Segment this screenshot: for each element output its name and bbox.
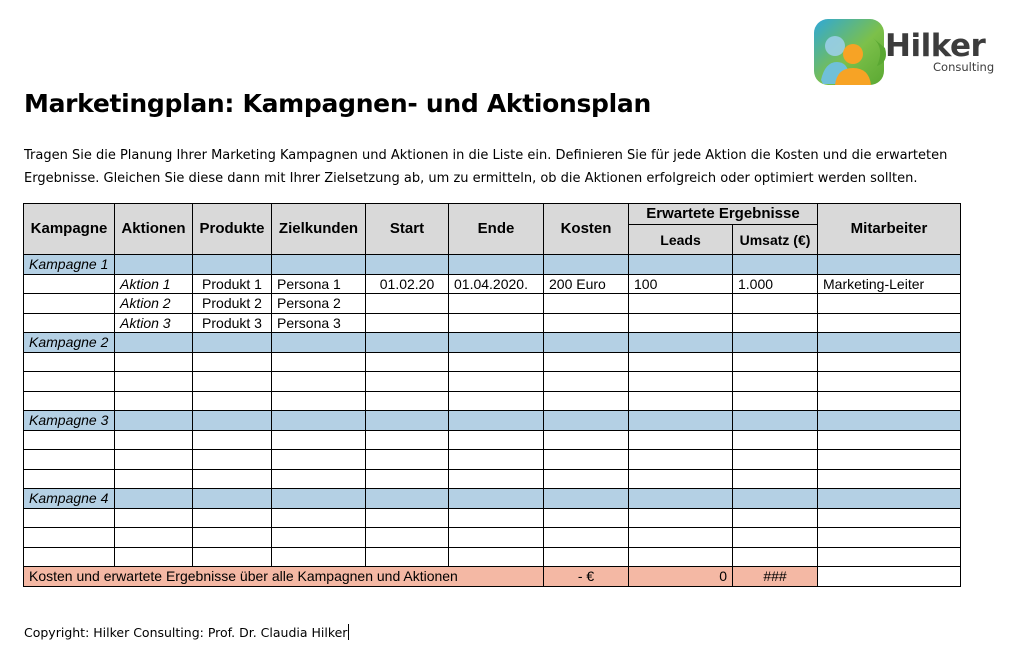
cell-kosten[interactable] <box>544 372 629 392</box>
cell-ende[interactable] <box>449 352 544 372</box>
cell-ende[interactable] <box>449 372 544 392</box>
campaign-cell[interactable] <box>366 411 449 431</box>
cell-umsatz[interactable] <box>733 372 818 392</box>
cell-kosten[interactable] <box>544 391 629 411</box>
cell-kampagne[interactable] <box>24 372 115 392</box>
campaign-row <box>24 489 961 509</box>
cell-produkt[interactable] <box>193 528 272 548</box>
cell-umsatz[interactable]: 1.000 <box>733 274 818 294</box>
cell-umsatz[interactable] <box>733 450 818 470</box>
cell-start[interactable] <box>366 313 449 333</box>
campaign-name[interactable]: Kampagne 1 <box>24 255 115 275</box>
cell-kosten[interactable] <box>544 508 629 528</box>
cell-kampagne[interactable] <box>24 430 115 450</box>
copyright-text: Copyright: Hilker Consulting: Prof. Dr. Claudia Hilker <box>24 625 348 640</box>
cell-kampagne[interactable] <box>24 352 115 372</box>
cell-produkt[interactable]: Produkt 3 <box>193 313 272 333</box>
cell-zielkunde[interactable] <box>272 430 366 450</box>
cell-mitarbeiter[interactable] <box>818 430 961 450</box>
cell-kampagne[interactable] <box>24 547 115 567</box>
page-title: Marketingplan: Kampagnen- und Aktionsplan <box>24 89 651 118</box>
cell-leads[interactable] <box>629 391 733 411</box>
header-start[interactable]: Start <box>366 204 449 255</box>
cell-ende[interactable] <box>449 547 544 567</box>
cell-produkt[interactable] <box>193 352 272 372</box>
campaign-cell[interactable] <box>629 255 733 275</box>
cell-leads[interactable] <box>629 313 733 333</box>
campaign-cell[interactable] <box>733 489 818 509</box>
cell-leads[interactable] <box>629 430 733 450</box>
cell-leads[interactable] <box>629 294 733 314</box>
action-row <box>24 528 961 548</box>
cell-start[interactable] <box>366 469 449 489</box>
cell-zielkunde[interactable] <box>272 547 366 567</box>
cell-kosten[interactable]: 200 Euro <box>544 274 629 294</box>
cell-aktion[interactable] <box>115 508 193 528</box>
cell-kosten[interactable] <box>544 528 629 548</box>
cell-kampagne[interactable] <box>24 294 115 314</box>
cell-kosten[interactable] <box>544 547 629 567</box>
cell-aktion[interactable]: Aktion 1 <box>115 274 193 294</box>
cell-zielkunde[interactable] <box>272 352 366 372</box>
cell-produkt[interactable] <box>193 547 272 567</box>
cell-aktion[interactable] <box>115 372 193 392</box>
campaign-cell[interactable] <box>193 489 272 509</box>
cell-umsatz[interactable] <box>733 313 818 333</box>
cell-aktion[interactable] <box>115 352 193 372</box>
cell-start[interactable]: 01.02.20 <box>366 274 449 294</box>
copyright <box>24 624 349 640</box>
cell-mitarbeiter[interactable] <box>818 469 961 489</box>
campaign-cell[interactable] <box>544 255 629 275</box>
campaign-cell[interactable] <box>544 489 629 509</box>
cell-ende[interactable]: 01.04.2020. <box>449 274 544 294</box>
cell-mitarbeiter[interactable] <box>818 313 961 333</box>
cell-zielkunde[interactable] <box>272 508 366 528</box>
campaign-row <box>24 411 961 431</box>
cell-leads[interactable] <box>629 508 733 528</box>
campaign-cell[interactable] <box>818 333 961 353</box>
action-row <box>24 294 961 314</box>
campaign-cell[interactable] <box>449 411 544 431</box>
plan-body <box>24 255 961 587</box>
action-row <box>24 469 961 489</box>
cell-mitarbeiter[interactable] <box>818 372 961 392</box>
cell-kosten[interactable] <box>544 313 629 333</box>
campaign-cell[interactable] <box>449 255 544 275</box>
cell-aktion[interactable] <box>115 528 193 548</box>
cell-start[interactable] <box>366 547 449 567</box>
campaign-cell[interactable] <box>366 255 449 275</box>
action-row <box>24 391 961 411</box>
cell-start[interactable] <box>366 372 449 392</box>
campaign-name[interactable]: Kampagne 2 <box>24 333 115 353</box>
cell-kosten[interactable] <box>544 430 629 450</box>
cell-umsatz[interactable] <box>733 528 818 548</box>
campaign-cell[interactable] <box>115 411 193 431</box>
cell-ende[interactable] <box>449 450 544 470</box>
cell-start[interactable] <box>366 430 449 450</box>
campaign-cell[interactable] <box>366 333 449 353</box>
campaign-cell[interactable] <box>733 255 818 275</box>
cell-kampagne[interactable] <box>24 450 115 470</box>
campaign-cell[interactable] <box>272 411 366 431</box>
action-row <box>24 547 961 567</box>
cell-produkt[interactable] <box>193 391 272 411</box>
cell-zielkunde[interactable] <box>272 528 366 548</box>
logo-emblem-icon <box>813 18 887 88</box>
cell-ende[interactable] <box>449 313 544 333</box>
campaign-cell[interactable] <box>818 489 961 509</box>
cell-leads[interactable]: 100 <box>629 274 733 294</box>
campaign-cell[interactable] <box>193 255 272 275</box>
campaign-cell[interactable] <box>629 333 733 353</box>
cell-leads[interactable] <box>629 450 733 470</box>
cell-aktion[interactable] <box>115 430 193 450</box>
cell-kampagne[interactable] <box>24 391 115 411</box>
hilker-logo <box>813 18 1003 88</box>
campaign-cell[interactable] <box>115 255 193 275</box>
cell-kampagne[interactable] <box>24 313 115 333</box>
cell-ende[interactable] <box>449 391 544 411</box>
cell-mitarbeiter[interactable] <box>818 294 961 314</box>
cell-ende[interactable] <box>449 469 544 489</box>
header-zielkunden[interactable]: Zielkunden <box>272 204 366 255</box>
cell-umsatz[interactable] <box>733 508 818 528</box>
cell-aktion[interactable] <box>115 450 193 470</box>
action-row <box>24 430 961 450</box>
cell-aktion[interactable] <box>115 547 193 567</box>
campaign-name[interactable]: Kampagne 3 <box>24 411 115 431</box>
campaign-cell[interactable] <box>544 411 629 431</box>
cell-kosten[interactable] <box>544 294 629 314</box>
cell-aktion[interactable]: Aktion 3 <box>115 313 193 333</box>
header-erwartete-ergebnisse[interactable]: Erwartete Ergebnisse <box>629 204 818 225</box>
campaign-cell[interactable] <box>115 333 193 353</box>
header-kampagne[interactable]: Kampagne <box>24 204 115 255</box>
action-row <box>24 352 961 372</box>
cell-start[interactable] <box>366 294 449 314</box>
campaign-row <box>24 333 961 353</box>
cell-produkt[interactable]: Produkt 2 <box>193 294 272 314</box>
cell-kampagne[interactable] <box>24 274 115 294</box>
cell-leads[interactable] <box>629 547 733 567</box>
campaign-cell[interactable] <box>818 411 961 431</box>
cell-umsatz[interactable] <box>733 352 818 372</box>
cell-zielkunde[interactable] <box>272 469 366 489</box>
campaign-cell[interactable] <box>193 333 272 353</box>
header-mitarbeiter[interactable]: Mitarbeiter <box>818 204 961 255</box>
cell-produkt[interactable] <box>193 450 272 470</box>
cell-leads[interactable] <box>629 372 733 392</box>
text-cursor <box>348 624 349 640</box>
header-kosten[interactable]: Kosten <box>544 204 629 255</box>
cell-umsatz[interactable] <box>733 294 818 314</box>
cell-mitarbeiter[interactable] <box>818 391 961 411</box>
campaign-name[interactable]: Kampagne 4 <box>24 489 115 509</box>
cell-ende[interactable] <box>449 430 544 450</box>
cell-mitarbeiter[interactable] <box>818 508 961 528</box>
cell-kosten[interactable] <box>544 450 629 470</box>
intro-text <box>24 144 964 190</box>
campaign-cell[interactable] <box>733 411 818 431</box>
cell-umsatz[interactable] <box>733 430 818 450</box>
header-leads[interactable]: Leads <box>629 225 733 255</box>
header-ende[interactable]: Ende <box>449 204 544 255</box>
header-aktionen[interactable]: Aktionen <box>115 204 193 255</box>
campaign-cell[interactable] <box>272 489 366 509</box>
cell-ende[interactable] <box>449 508 544 528</box>
action-row <box>24 313 961 333</box>
cell-zielkunde[interactable] <box>272 372 366 392</box>
logo-subtitle: Consulting <box>933 60 995 74</box>
total-row <box>24 567 961 587</box>
cell-mitarbeiter[interactable] <box>818 528 961 548</box>
cell-ende[interactable] <box>449 294 544 314</box>
total-mitarbeiter[interactable] <box>818 567 961 587</box>
action-row <box>24 274 961 294</box>
total-label[interactable]: Kosten und erwartete Ergebnisse über alle Kampagnen und Aktionen <box>24 567 544 587</box>
campaign-cell[interactable] <box>629 411 733 431</box>
header-umsatz[interactable]: Umsatz (€) <box>733 225 818 255</box>
cell-kosten[interactable] <box>544 469 629 489</box>
header-produkte[interactable]: Produkte <box>193 204 272 255</box>
campaign-cell[interactable] <box>733 333 818 353</box>
cell-mitarbeiter[interactable] <box>818 450 961 470</box>
campaign-cell[interactable] <box>544 333 629 353</box>
campaign-row <box>24 255 961 275</box>
cell-kampagne[interactable] <box>24 528 115 548</box>
cell-produkt[interactable] <box>193 508 272 528</box>
cell-produkt[interactable] <box>193 372 272 392</box>
cell-umsatz[interactable] <box>733 547 818 567</box>
action-row <box>24 372 961 392</box>
cell-umsatz[interactable] <box>733 469 818 489</box>
action-row <box>24 450 961 470</box>
campaign-cell[interactable] <box>818 255 961 275</box>
cell-ende[interactable] <box>449 528 544 548</box>
cell-start[interactable] <box>366 391 449 411</box>
cell-umsatz[interactable] <box>733 391 818 411</box>
cell-kosten[interactable] <box>544 352 629 372</box>
marketing-plan-table <box>23 203 961 587</box>
cell-leads[interactable] <box>629 528 733 548</box>
cell-zielkunde[interactable] <box>272 450 366 470</box>
action-row <box>24 508 961 528</box>
campaign-cell[interactable] <box>272 255 366 275</box>
total-umsatz[interactable]: ### <box>733 567 818 587</box>
cell-mitarbeiter[interactable] <box>818 352 961 372</box>
campaign-cell[interactable] <box>449 333 544 353</box>
cell-leads[interactable] <box>629 352 733 372</box>
cell-aktion[interactable] <box>115 391 193 411</box>
campaign-cell[interactable] <box>366 489 449 509</box>
logo-name: Hilker <box>885 28 986 64</box>
cell-mitarbeiter[interactable] <box>818 547 961 567</box>
cell-aktion[interactable] <box>115 469 193 489</box>
cell-aktion[interactable]: Aktion 2 <box>115 294 193 314</box>
cell-kampagne[interactable] <box>24 508 115 528</box>
campaign-cell[interactable] <box>449 489 544 509</box>
campaign-cell[interactable] <box>193 411 272 431</box>
cell-produkt[interactable] <box>193 430 272 450</box>
cell-start[interactable] <box>366 450 449 470</box>
cell-zielkunde[interactable]: Persona 3 <box>272 313 366 333</box>
cell-start[interactable] <box>366 508 449 528</box>
campaign-cell[interactable] <box>272 333 366 353</box>
intro-line-2: Ergebnisse. Gleichen Sie diese dann mit Ihrer Zielsetzung ab, um zu ermitteln, ob die Aktionen erfolgreich oder optimiert werden sollten. <box>24 171 918 186</box>
cell-produkt[interactable] <box>193 469 272 489</box>
cell-start[interactable] <box>366 528 449 548</box>
intro-line-1: Tragen Sie die Planung Ihrer Marketing Kampagnen und Aktionen in die Liste ein. Definieren Sie für jede Aktion die Kosten und die erwarteten <box>24 148 948 163</box>
cell-mitarbeiter[interactable]: Marketing-Leiter <box>818 274 961 294</box>
cell-zielkunde[interactable]: Persona 2 <box>272 294 366 314</box>
cell-produkt[interactable]: Produkt 1 <box>193 274 272 294</box>
cell-zielkunde[interactable] <box>272 391 366 411</box>
cell-zielkunde[interactable]: Persona 1 <box>272 274 366 294</box>
campaign-cell[interactable] <box>115 489 193 509</box>
total-leads[interactable]: 0 <box>629 567 733 587</box>
cell-kampagne[interactable] <box>24 469 115 489</box>
cell-leads[interactable] <box>629 469 733 489</box>
cell-start[interactable] <box>366 352 449 372</box>
campaign-cell[interactable] <box>629 489 733 509</box>
total-kosten[interactable]: - € <box>544 567 629 587</box>
